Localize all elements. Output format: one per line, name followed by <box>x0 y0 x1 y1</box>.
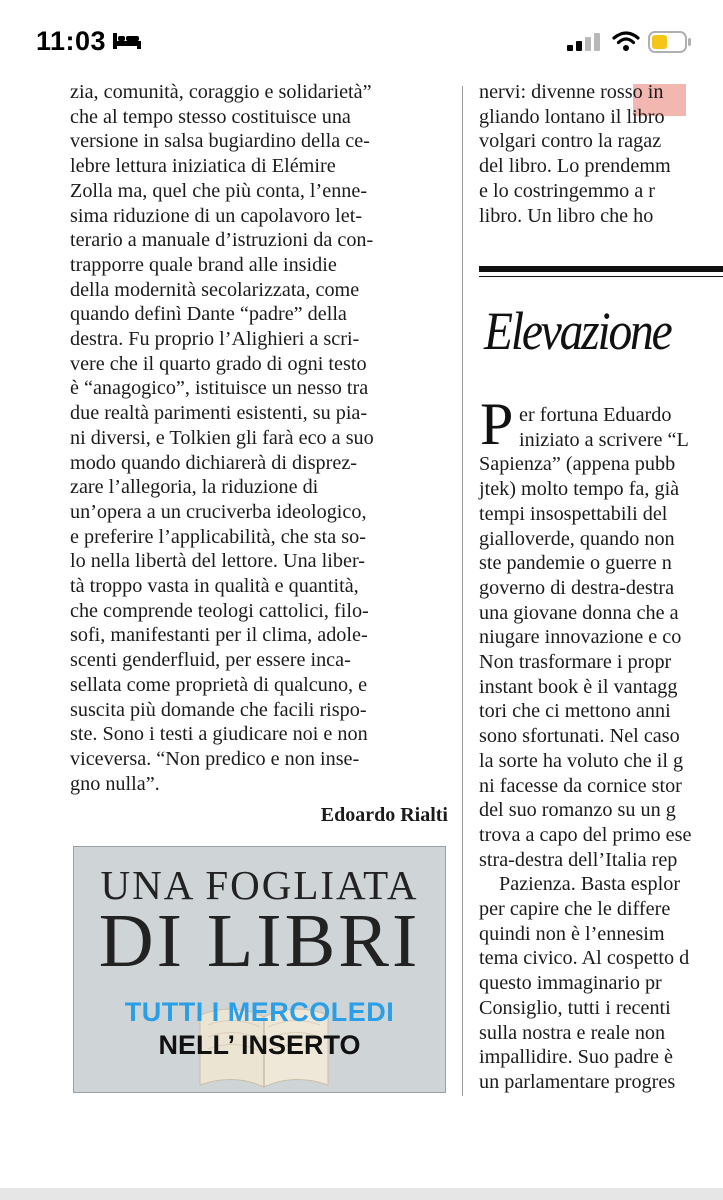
cellular-signal-icon <box>567 33 603 51</box>
text-line: la sorte ha voluto che il g <box>479 749 684 772</box>
text-line: sofi, manifestanti per il clima, adole- <box>70 624 368 647</box>
text-line: modo quando dichiarerà di disprez- <box>70 451 358 474</box>
text-line: Non trasformare i propr <box>479 651 672 674</box>
section-rule-thick <box>479 266 723 272</box>
ad-banner[interactable] <box>73 846 446 1093</box>
text-line: quando definì Dante “padre” della <box>70 303 347 326</box>
text-line: stra-destra dell’Italia rep <box>479 848 678 871</box>
text-line: tempi insospettabili del <box>479 502 668 525</box>
text-line: viceversa. “Non predico e non inse- <box>70 747 360 770</box>
ad-subtitle-blue: TUTTI I MERCOLEDI <box>124 997 395 1027</box>
text-line: versione in salsa bugiardino della ce- <box>70 130 370 153</box>
text-line: ste. Sono i testi a giudicare noi e non <box>70 723 368 746</box>
text-line: che comprende teologi cattolici, filo- <box>70 599 369 622</box>
article-author: Edoardo Rialti <box>320 804 448 827</box>
left-article-column <box>70 80 448 827</box>
text-line: del libro. Lo prendemm <box>479 155 671 178</box>
right-top-column <box>479 80 723 228</box>
text-line: questo immaginario pr <box>479 972 662 995</box>
status-bar <box>0 0 723 78</box>
text-line: vere che il quarto grado di ogni testo <box>70 352 367 375</box>
text-line: governo di destra-destra <box>479 576 675 599</box>
bottom-toolbar <box>0 1188 723 1200</box>
text-line: impallidire. Suo padre è <box>479 1046 673 1069</box>
text-line: zia, comunità, coraggio e solidarietà” <box>70 81 372 103</box>
text-line: tori che ci mettono anni <box>479 700 671 723</box>
right-article-column <box>479 403 723 1095</box>
text-line: Pazienza. Basta esplor <box>499 873 681 896</box>
text-line: gliando lontano il libro <box>479 105 665 128</box>
drop-cap: P <box>480 391 514 457</box>
text-line: volgari contro la ragaz <box>479 130 662 153</box>
left-article-text <box>70 80 448 796</box>
text-line: ni facesse da cornice stor <box>479 774 682 797</box>
text-line: che al tempo stesso costituisce una <box>70 105 351 128</box>
wifi-icon <box>612 30 640 52</box>
text-line: trova a capo del primo ese <box>479 823 692 846</box>
text-line: niugare innovazione e co <box>479 626 682 649</box>
text-line: e preferire l’applicabilità, che sta so- <box>70 525 366 548</box>
text-line: scenti genderfluid, per essere inca- <box>70 649 351 672</box>
text-line: Sapienza” (appena pubb <box>479 453 676 476</box>
text-line: suscita più domande che facili rispo- <box>70 698 367 721</box>
text-line: della modernità secolarizzata, come <box>70 278 360 301</box>
text-line: jtek) molto tempo fa, già <box>479 478 680 501</box>
text-line: Consiglio, tutti i recenti <box>479 996 671 1019</box>
text-line: sono sfortunati. Nel caso <box>479 725 680 748</box>
battery-icon <box>648 31 692 53</box>
ad-title-line1: UNA FOGLIATA <box>100 862 419 908</box>
text-line: per capire che le differe <box>479 898 671 921</box>
text-line: Zolla ma, quel che più conta, l’enne- <box>70 179 368 202</box>
text-line: libro. Un libro che ho <box>479 204 654 227</box>
text-line: er fortuna Eduardo <box>519 404 672 426</box>
status-time: 11:03 <box>36 26 107 56</box>
text-line: sellata come proprietà di qualcuno, e <box>70 673 368 696</box>
text-line: terario a manuale d’istruzioni da con- <box>70 229 374 252</box>
text-line: nervi: divenne rosso in <box>479 81 664 103</box>
text-line: trapporre quale brand alle insidie <box>70 253 337 276</box>
text-line: del suo romanzo su un g <box>479 799 676 822</box>
text-line: due realtà parimenti esistenti, su pia- <box>70 402 368 425</box>
section-rule-thin <box>479 276 723 277</box>
text-line: destra. Fu proprio l’Alighieri a scri- <box>70 328 360 351</box>
column-divider <box>462 86 463 1096</box>
text-line: gialloverde, quando non <box>479 527 675 550</box>
text-line: lebre lettura iniziatica di Elémire <box>70 155 336 178</box>
text-line: instant book è il vantagg <box>479 675 678 698</box>
text-line: lo nella libertà del lettore. Una liber- <box>70 550 365 573</box>
text-line: iniziato a scrivere “L <box>519 428 689 451</box>
text-line: e lo costringemmo a r <box>479 179 656 202</box>
article-headline: Elevazione <box>484 301 671 361</box>
text-line: un parlamentare progres <box>479 1070 676 1093</box>
text-line: tà troppo vasta in qualità e quantità, <box>70 575 359 598</box>
text-line: tema civico. Al cospetto d <box>479 947 690 970</box>
text-line: quindi non è l’ennesim <box>479 922 665 945</box>
text-line: sima riduzione di un capolavoro let- <box>70 204 363 227</box>
text-line: ste pandemie o guerre n <box>479 552 672 575</box>
text-line: ni diversi, e Tolkien gli farà eco a suo <box>70 426 374 449</box>
text-line: gno nulla”. <box>70 772 160 795</box>
text-line: è “anagogico”, istituisce un nesso tra <box>70 377 369 400</box>
bed-icon <box>112 31 142 51</box>
text-line: una giovane donna che a <box>479 601 679 624</box>
text-line: un’opera a un cruciverba ideologico, <box>70 500 367 523</box>
ad-subtitle-black: NELL’ INSERTO <box>158 1030 361 1060</box>
text-line: zare l’allegoria, la riduzione di <box>70 476 319 499</box>
text-line: sulla nostra e reale non <box>479 1021 666 1044</box>
ad-title-line2: DI LIBRI <box>98 899 421 983</box>
